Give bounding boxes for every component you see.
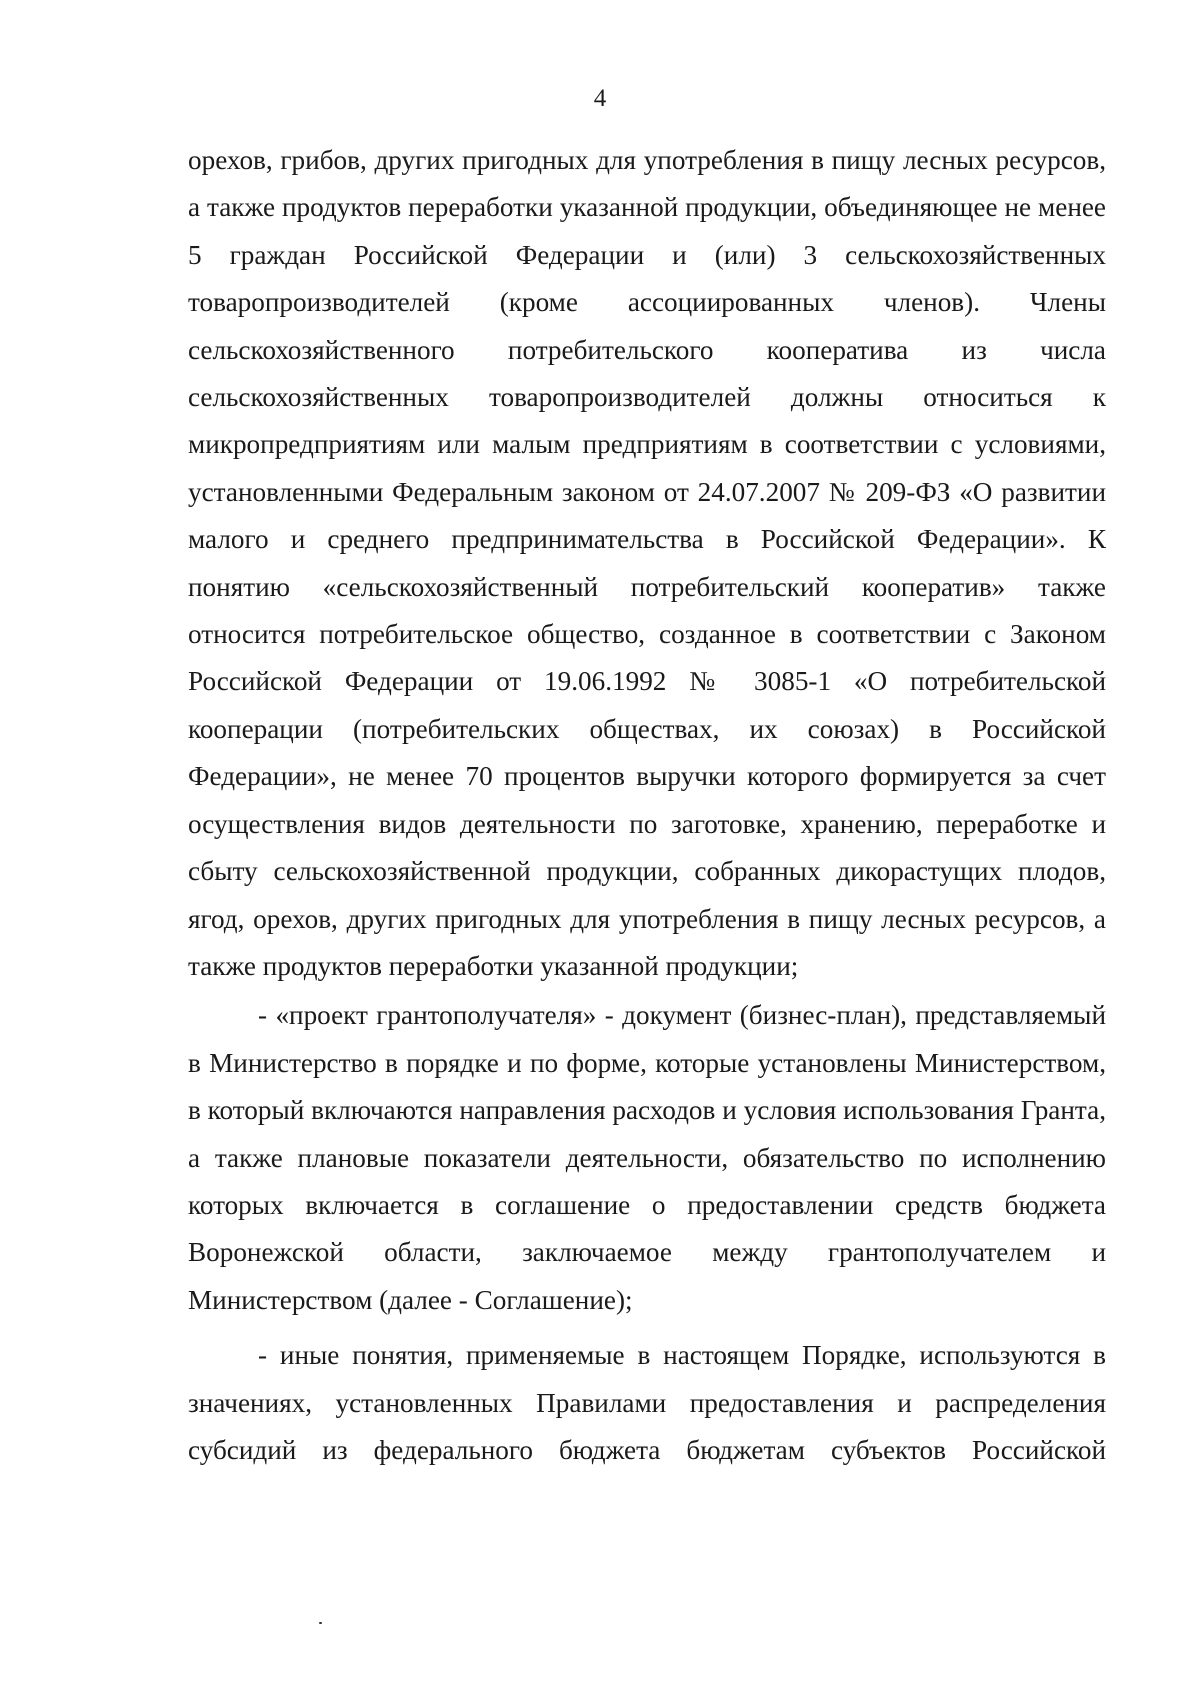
page-number: 4	[593, 85, 607, 112]
paragraph-grantee-project: - «проект грантополучателя» - документ (бизнес-план), представляемый в Министерство в порядке и по форме, которые установлены Министерством, в который включаются направления расходов и условия использования Гранта, а также плановые показатели деятельности, обязательство по исполнению которых включается в соглашение о предоставлении средств бюджета Воронежской области, заключаемое между грантополучателем и Министерством (далее - Соглашение);	[188, 1000, 1106, 1315]
document-body	[188, 137, 1106, 1474]
scan-speck	[319, 1622, 322, 1624]
paragraph-cooperative-definition: орехов, грибов, других пригодных для употребления в пищу лесных ресурсов, а также продуктов переработки указанной продукции, объединяющее не менее 5 граждан Российской Федерации и (или) 3 сельскохозяйственных товаропроизводителей (кроме ассоциированных членов). Члены сельскохозяйственного потребительского кооператива из числа сельскохозяйственных товаропроизводителей должны относиться к микропредприятиям или малым предприятиям в соответствии с условиями, установленными Федеральным законом от 24.07.2007 № 209-ФЗ «О развитии малого и среднего предпринимательства в Российской Федерации». К понятию «сельскохозяйственный потребительский кооператив» также относится потребительское общество, созданное в соответствии с Законом Российской Федерации от 19.06.1992 № 3085-1 «О потребительской кооперации (потребительских обществах, их союзах) в Российской Федерации», не менее 70 процентов выручки которого формируется за счет осуществления видов деятельности по заготовке, хранению, переработке и сбыту сельскохозяйственной продукции, собранных дикорастущих плодов, ягод, орехов, других пригодных для употребления в пищу лесных ресурсов, а также продуктов переработки указанной продукции;	[188, 145, 1106, 981]
paragraph-other-terms: - иные понятия, применяемые в настоящем Порядке, используются в значениях, установленных Правилами предоставления и распределения субсидий из федерального бюджета бюджетам субъектов Российской	[188, 1340, 1106, 1465]
